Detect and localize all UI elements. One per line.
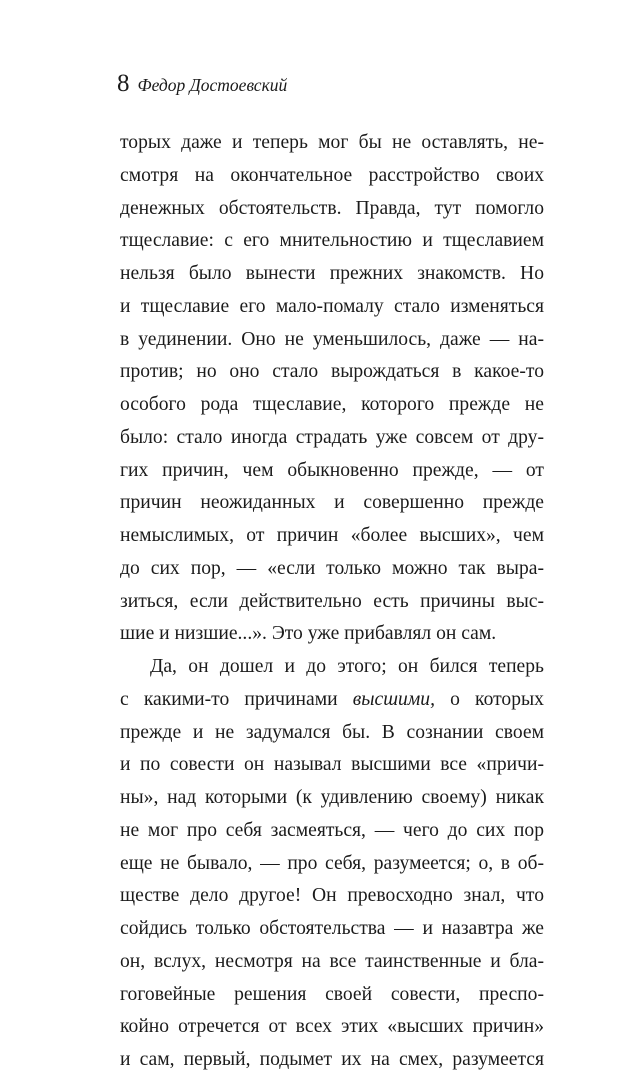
text-line: немыслимых, от причин «более высших», чем — [120, 525, 544, 546]
text-line: и сам, первый, подымет их на смех, разумеется — [120, 1049, 544, 1070]
text-line: гоговейные решения своей совести, преспо- — [120, 983, 544, 1005]
text-line: было: стало иногда страдать уже совсем от дру- — [120, 426, 544, 448]
running-header — [117, 70, 287, 98]
text-line: причин неожиданных и совершенно прежде — [120, 492, 544, 514]
text-line: против; но оно стало вырождаться в какое-то — [120, 361, 544, 383]
text-line: сойдись только обстоятельства — и назавтра же — [120, 918, 544, 939]
text-line: торых даже и теперь мог бы не оставлять, не- — [120, 132, 544, 153]
text-line: смотря на окончательное расстройство своих — [120, 164, 544, 186]
text-line: и тщеславие его мало-помалу стало изменяться — [120, 295, 544, 317]
text-line: нельзя было вынести прежних знакомств. Но — [120, 263, 544, 284]
text-line: еще не бывало, — про себя, разумеется; о, в об- — [120, 852, 544, 874]
text-line: особого рода тщеславие, которого прежде не — [120, 394, 544, 415]
running-title: Федор Достоевский — [137, 75, 288, 95]
text-line: тщеславие: с его мнительностию и тщеславием — [120, 230, 544, 252]
text-line: до сих пор, — «если только можно так выра- — [120, 557, 544, 579]
paragraph — [120, 127, 544, 651]
text-line: не мог про себя засмеяться, — чего до сих пор — [120, 819, 544, 841]
text-line: шие и низшие...». Это уже прибавлял он сам. — [120, 623, 497, 645]
italic-emphasis: высшими, — [352, 688, 435, 710]
text-line: в уединении. Оно не уменьшилось, даже — на- — [120, 328, 544, 350]
text-line: койно отречется от всех этих «высших причин» — [120, 1016, 544, 1038]
text-line: денежных обстоятельств. Правда, тут помогло — [120, 197, 544, 219]
text-line: зиться, если действительно есть причины выс- — [120, 590, 544, 612]
page-number: 8 — [117, 70, 130, 97]
text-line: прежде и не задумался бы. В сознании своем — [120, 721, 544, 743]
text-run: с какими-то причинами — [120, 688, 353, 710]
text-line: Да, он дошел и до этого; он бился теперь — [150, 656, 544, 677]
text-line: ны», над которыми (к удивлению своему) никак — [120, 787, 544, 808]
text-line: гих причин, чем обыкновенно прежде, — от — [120, 459, 544, 481]
text-run: о которых — [434, 688, 544, 710]
paragraph — [120, 651, 544, 1077]
text-line: он, вслух, несмотря на все таинственные и бла- — [120, 950, 544, 972]
text-line — [120, 684, 544, 717]
text-line: и по совести он называл высшими все «причи- — [120, 754, 544, 776]
body-text — [120, 127, 544, 1077]
text-line: ществе дело другое! Он превосходно знал, что — [120, 885, 544, 907]
